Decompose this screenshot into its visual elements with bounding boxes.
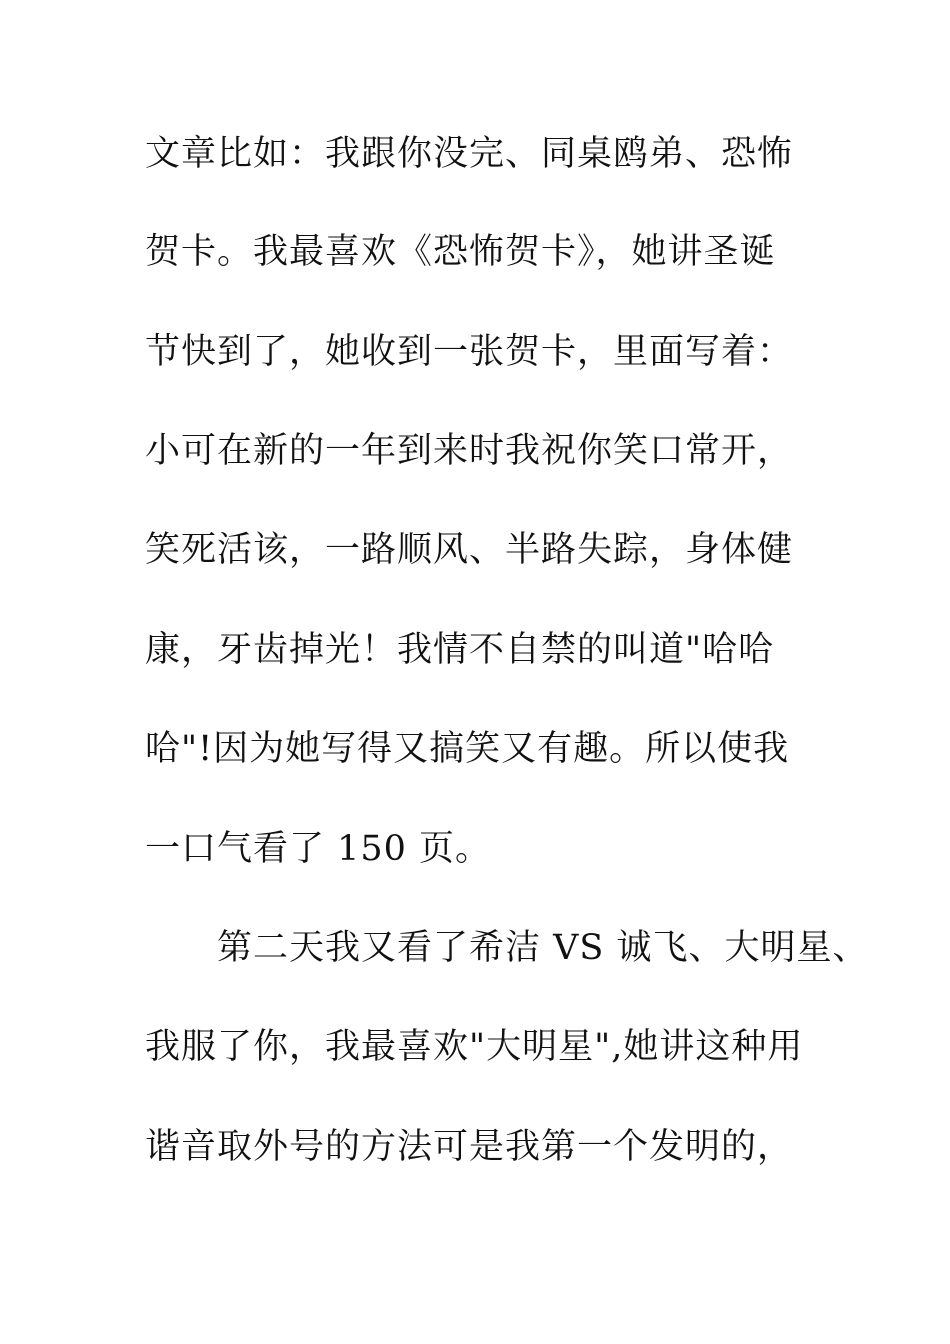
text-line: 节快到了，她收到一张贺卡，里面写着： <box>145 332 794 372</box>
text-line: 谐音取外号的方法可是我第一个发明的， <box>145 1127 794 1167</box>
text-line: 文章比如：我跟你没完、同桌鸥弟、恐怖 <box>145 134 794 174</box>
text-line: 哈"!因为她写得又搞笑又有趣。所以使我 <box>145 729 790 769</box>
text-line: 小可在新的一年到来时我祝你笑口常开， <box>145 431 794 471</box>
text-line: 贺卡。我最喜欢《恐怖贺卡》，她讲圣诞 <box>145 232 776 272</box>
text-line: 一口气看了 150 页。 <box>145 829 492 869</box>
text-line: 笑死活该，一路顺风、半路失踪，身体健 <box>145 530 794 570</box>
text-line: 我服了你，我最喜欢"大明星",她讲这种用 <box>145 1027 804 1067</box>
paragraph-first-line: 第二天我又看了希洁 VS 诚飞、大明星、 <box>217 928 869 968</box>
text-line: 康，牙齿掉光！我情不自禁的叫道"哈哈 <box>145 630 775 670</box>
